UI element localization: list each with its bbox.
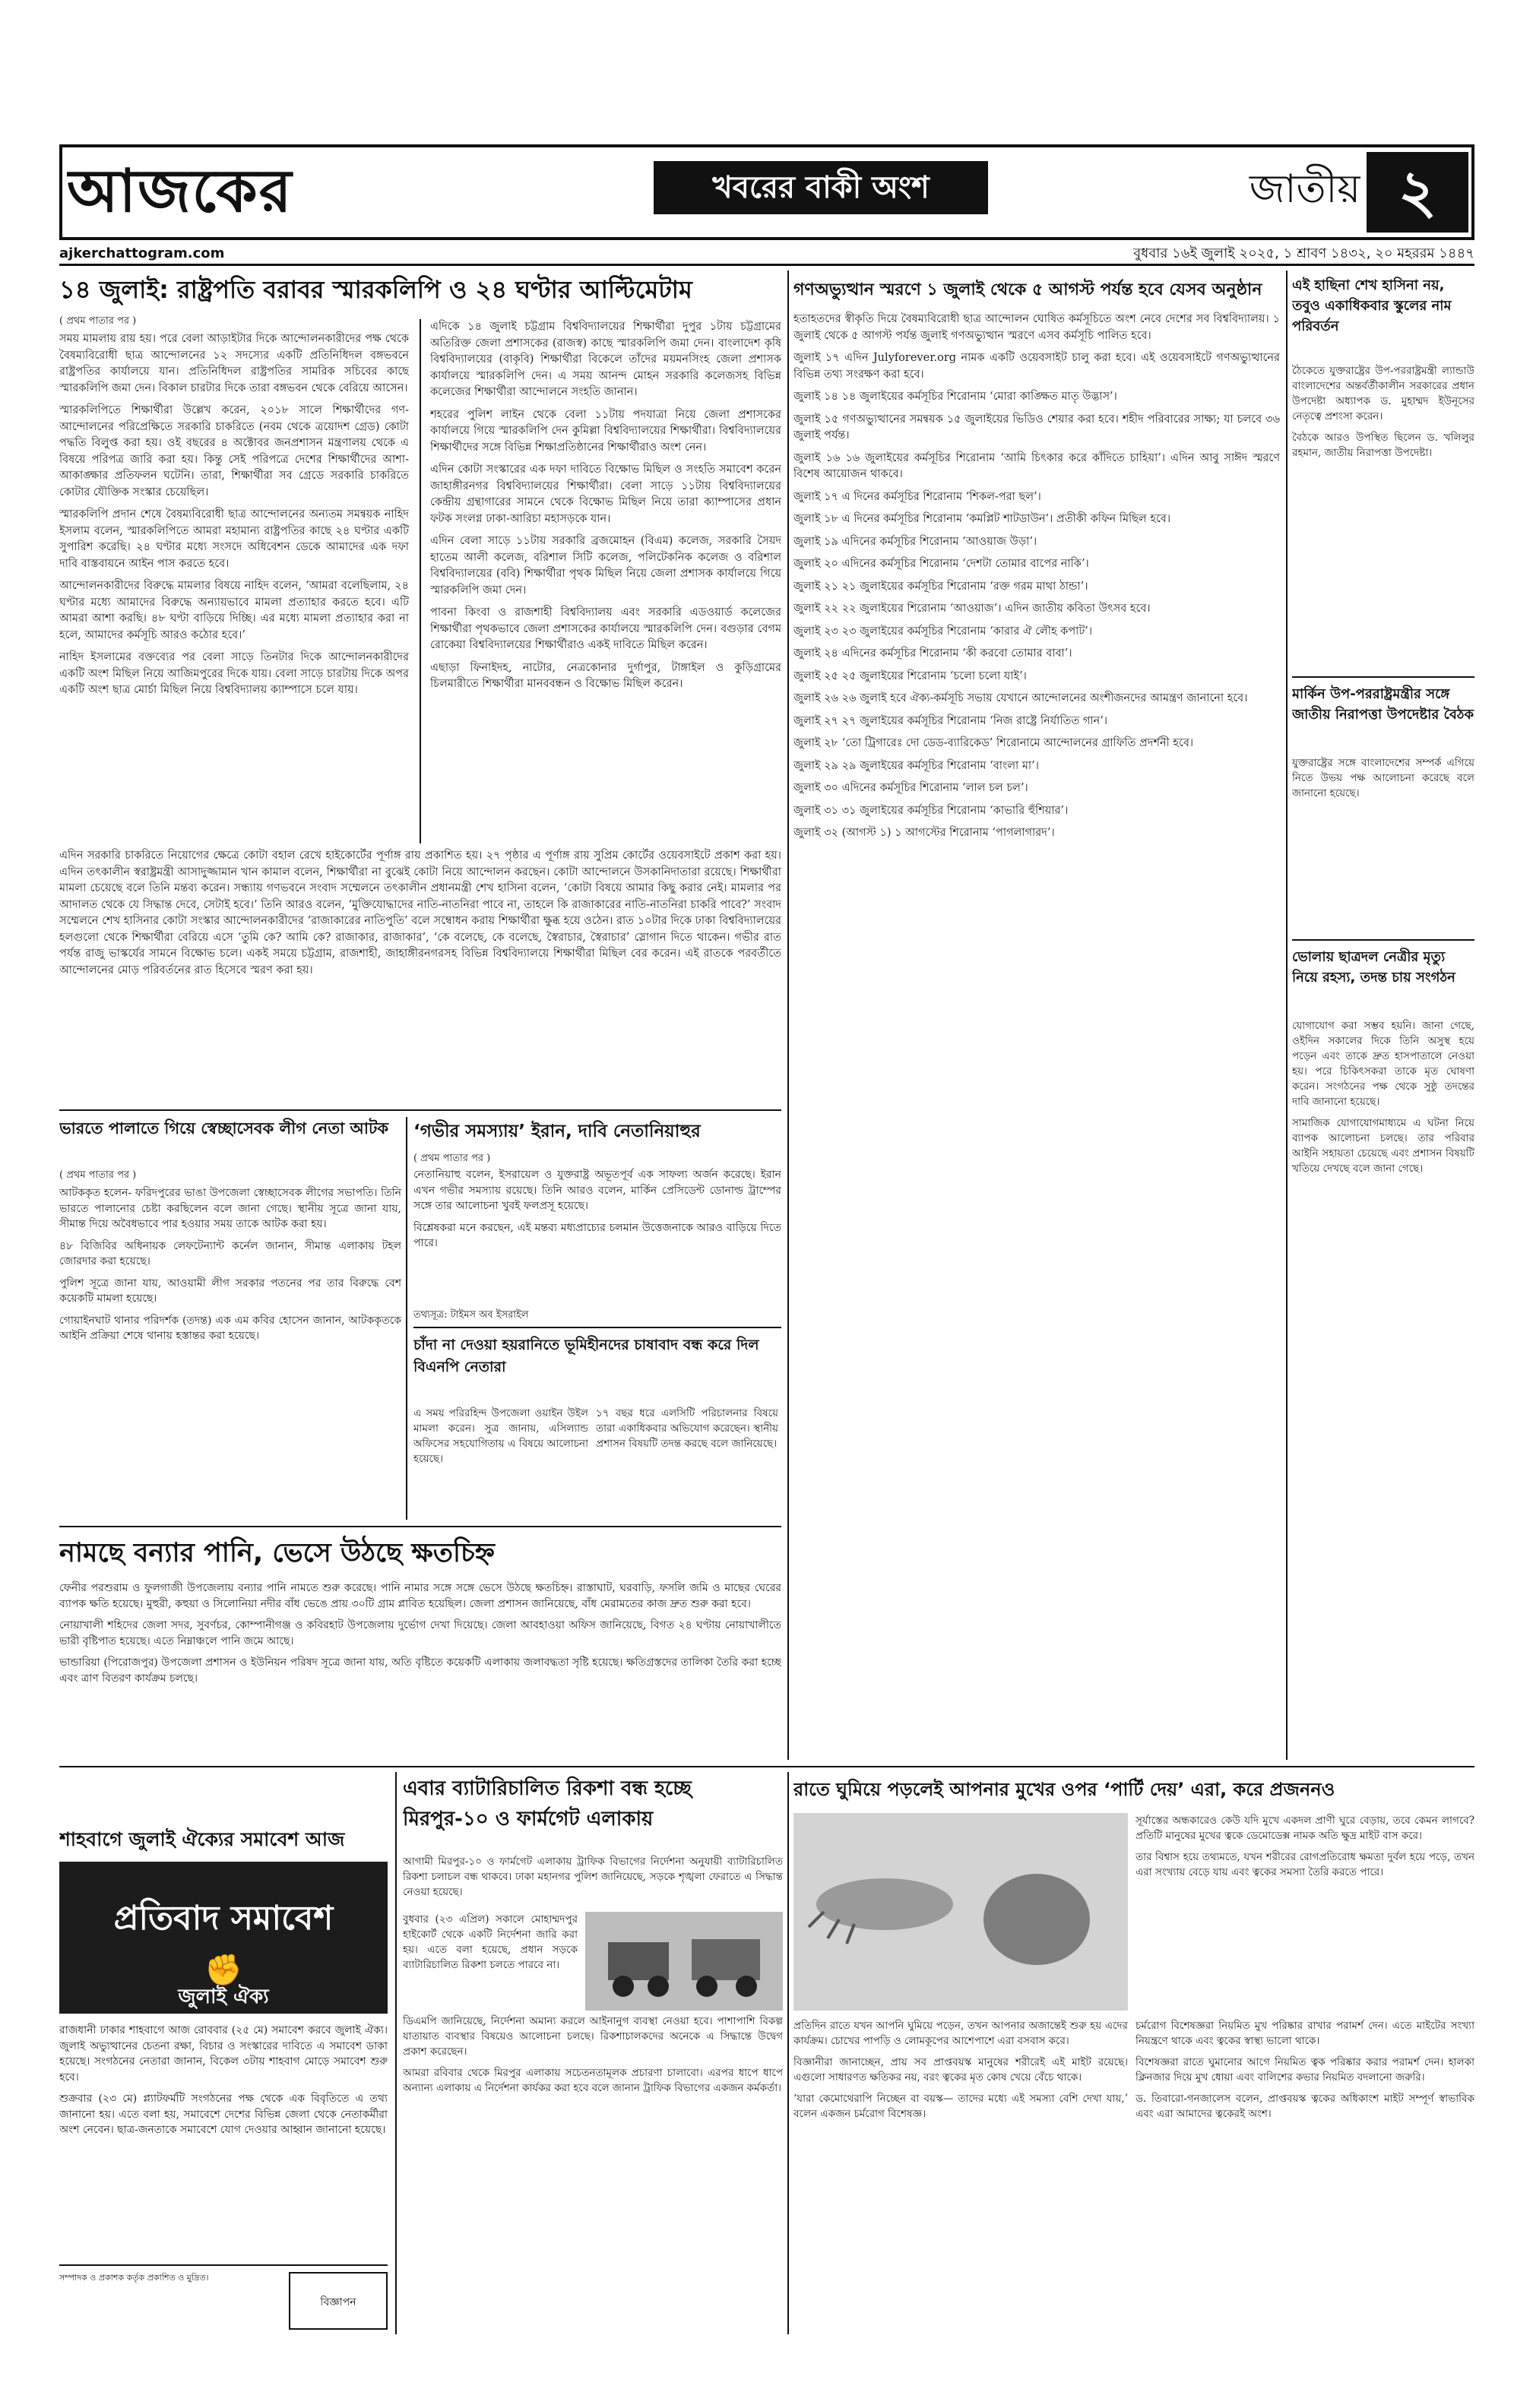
- page-number: ২: [1367, 152, 1468, 233]
- sidebar-story-3: [1292, 1018, 1474, 1755]
- raised-fist-icon: ✊: [204, 1953, 242, 1988]
- flood-paragraph: ফেনীর পরশুরাম ও ফুলগাজী উপজেলায় বন্যার পানি নামতে শুরু করেছে। পানি নামার সঙ্গে সঙ্গে ভেসে উঠছে ক্ষতচিহ্ন। রাস্তাঘাট, ঘরবাড়ি, ফসলি জমি ও মাছের ঘেরের ব্যাপক ক্ষতি হয়েছে। মুহুরী, কহুয়া ও সিলোনিয়া নদীর বাঁধ ভেঙে প্রায় ৩০টি গ্রাম প্লাবিত হয়েছিল। জেলা প্রশাসন জানিয়েছে, বাঁধ মেরামতের কাজ দ্রুত শুরু করা হবে।: [59, 1582, 781, 1610]
- rickshaw-illustration: [585, 1912, 783, 2011]
- lead-paragraph: আন্দোলনকারীদের বিরুদ্ধে মামলার বিষয়ে নাহিদ বলেন, ‘আমরা বলেছিলাম, ২৪ ঘণ্টার মধ্যে আমাদের বিরুদ্ধে অন্যায়ভাবে মামলা প্রত্যাহার করতে হবে। এটি আমরা আশা করছি। ৪৮ ঘণ্টা বাড়িয়ে দিচ্ছি। এর মধ্যে মামলা প্রত্যাহার করা না হলে, আমাদের কর্মসূচি আরও কঠোর হবে।’: [59, 580, 409, 641]
- column-rule: [395, 1772, 397, 2334]
- mites-paragraph: বিশেষজ্ঞরা রাতে ঘুমানোর আগে নিয়মিত ত্বক পরিষ্কার করার পরামর্শ দেন। হালকা ক্লিনজার দিয়ে মুখ ধোয়া এবং বালিশের কভার নিয়মিত বদলানো জরুরি।: [1135, 2056, 1474, 2084]
- column-rule: [1286, 271, 1288, 1760]
- rickshaw-lead: আগামী মিরপুর-১০ ও ফার্মগেট এলাকায় ট্রাফিক বিভাগের নির্দেশনা অনুযায়ী ব্যাটারিচালিত রিকশা চলাচল বন্ধ থাকবে। ঢাকা মহানগর পুলিশ জানিয়েছে, সড়কে শৃঙ্খলা ফেরাতে এ সিদ্ধান্ত নেওয়া হয়েছে।: [403, 1856, 783, 1898]
- lead-paragraph: সময় মামলায় রায় হয়। পরে বেলা আড়াইটার দিকে আন্দোলনকারীদের পক্ষ থেকে বৈষম্যবিরোধী ছাত্র আন্দোলনের ১২ সদস্যের একটি প্রতিনিধিদল বঙ্গভবনে রাষ্ট্রপতির কার্যালয়ে যান। প্রতিনিধিদল রাষ্ট্রপতির সামরিক সচিবের কাছে স্মারকলিপি জমা দেন। বিকাল চারটার দিকে তারা বঙ্গভবন থেকে বেরিয়ে আসেন।: [59, 333, 409, 394]
- lead-paragraph: এদিন কোটা সংস্কারের এক দফা দাবিতে বিক্ষোভ মিছিল ও সংহতি সমাবেশ করেন জাহাঙ্গীরনগর বিশ্ববিদ্যালয়ের শিক্ষার্থীরা। বেলা সাড়ে ১১টায় বিশ্ববিদ্যালয়ের কেন্দ্রীয় গ্রন্থাগারের সামনে থেকে বিক্ষোভ মিছিল নিয়ে তারা ক্যাম্পাসের প্রধান ফটক সংলগ্ন ঢাকা-আরিচা মহাসড়কে যান।: [430, 464, 781, 525]
- lead-paragraph: শহরের পুলিশ লাইন থেকে বেলা ১১টায় পদযাত্রা নিয়ে জেলা প্রশাসকের কার্যালয়ে গিয়ে স্মারকলিপি দেন কুমিল্লা বিশ্ববিদ্যালয়ের শিক্ষার্থীরা। বিশ্ববিদ্যালয়ের শিক্ষার্থীদের সঙ্গে বিভিন্ন শিক্ষাপ্রতিষ্ঠানের শিক্ষার্থীরাও অংশ নেন।: [430, 408, 781, 454]
- iran-paragraph: বিশ্লেষকরা মনে করছেন, এই মন্তব্য মধ্যপ্রাচ্যের চলমান উত্তেজনাকে আরও বাড়িয়ে দিতে পারে।: [413, 1221, 781, 1249]
- section-name: জাতীয়: [1249, 166, 1360, 212]
- mites-paragraph: চর্মরোগ বিশেষজ্ঞরা নিয়মিত মুখ পরিষ্কার রাখার পরামর্শ দেন। এতে মাইটের সংখ্যা নিয়ন্ত্রণে থাকে এবং ত্বকের স্বাস্থ্য ভালো থাকে।: [1135, 2020, 1474, 2047]
- footer-rule: [59, 2264, 388, 2266]
- section-rule: [59, 1766, 1474, 1767]
- iran-paragraph: নেতানিয়াহু বলেন, ইসরায়েল ও যুক্তরাষ্ট্র অভূতপূর্ব এক সাফল্য অর্জন করেছে। ইরান এখন গভীর সমস্যায় রয়েছে। তিনি আরও বলেন, মার্কিন প্রেসিডেন্ট ডোনাল্ড ট্রাম্পের সঙ্গে তার আলোচনা খুবই ফলপ্রসূ হয়েছে।: [413, 1169, 781, 1212]
- anniv-item: জুলাই ২৬ ২৬ জুলাই হবে ঐক্য-কর্মসূচি সভায় যেখানে আন্দোলনের অংশীজনদের আমন্ত্রণ জানানো হবে।: [793, 692, 1248, 704]
- sidebar-paragraph: সামাজিক যোগাযোগমাধ্যমে এ ঘটনা নিয়ে ব্যাপক আলোচনা চলছে। তার পরিবার আইনি সহায়তা চেয়েছে এবং প্রশাসন বিষয়টি খতিয়ে দেখছে বলে জানা গেছে।: [1292, 1117, 1474, 1175]
- section-rule: [1292, 676, 1474, 678]
- lead-col-1: [59, 331, 409, 780]
- anniv-item: জুলাই ২৪ এদিনের কর্মসূচির শিরোনাম ‘কী করবো তোমার বাবা’।: [793, 647, 1072, 660]
- mites-paragraph: বিজ্ঞানীরা জানাচ্ছেন, প্রায় সব প্রাপ্তবয়স্ক মানুষের শরীরেই এই মাইট রয়েছে। এগুলো সাধারণত ক্ষতিকর নয়, বরং ত্বকের মৃত কোষ খেয়ে বেঁচে থাকে।: [793, 2056, 1128, 2084]
- mites-paragraph: প্রতিদিন রাতে যখন আপনি ঘুমিয়ে পড়েন, তখন আপনার অজান্তেই শুরু হয় এদের কার্যক্রম। চোখের পাপড়ি ও লোমকূপের আশেপাশে এরা বসবাস করে।: [793, 2020, 1128, 2047]
- mites-col-2: [1135, 2018, 1474, 2330]
- lead-ref: ( প্রথম পাতার পর ): [59, 315, 137, 327]
- mites-col-1: [793, 2018, 1128, 2330]
- iran-ref: ( প্রথম পাতার পর ): [413, 1153, 491, 1164]
- anniv-item: জুলাই ২২ ২২ জুলাইয়ের শিরোনাম ‘আওয়াজ’। এদিন জাতীয় কবিতা উৎসব হবে।: [793, 603, 1151, 615]
- india-body: [59, 1185, 401, 1520]
- mites-intro: [1135, 1813, 1474, 2011]
- anniv-item: জুলাই ১৪ ১৪ জুলাইয়ের কর্মসূচির শিরোনাম ‘মোরা কাঙ্ক্ষিত মাতৃ উদ্ভাস’।: [793, 391, 1117, 403]
- section-rule: [59, 1526, 781, 1527]
- bnp-col-1: এ সময় পরিরহিন্দ উপজেলা ওয়াইন উইল মামলা করেন। সুত্র জানায়, এসিল্যান্ড অফিসের সহযোগিতায় এ বিষয়ে আলোচনা হয়েছে।: [413, 1407, 588, 1465]
- rally-banner-title: প্রতিবাদ সমাবেশ: [113, 1899, 334, 1938]
- lead-wide-text: এদিন সরকারি চাকরিতে নিয়োগের ক্ষেত্রে কোটা বহাল রেখে হাইকোর্টের পূর্ণাঙ্গ রায় প্রকাশিত হয়। ২৭ পৃষ্ঠার এ পূর্ণাঙ্গ রায় সুপ্রিম কোর্টের ওয়েবসাইটে প্রকাশ করা হয়। এদিন তৎকালীন স্বরাষ্ট্রমন্ত্রী আসাদুজ্জামান খান কামাল বলেন, শিক্ষার্থীরা না বুঝেই কোটা নিয়ে আন্দোলন করছেন। কোটা আন্দোলনে উসকানিদাতারা রয়েছে। শিক্ষার্থীরা মামলা চেয়েছে বলে তিনি মন্তব্য করেন। সন্ধ্যায় গণভবনে সংবাদ সম্মেলনে তৎকালীন প্রধানমন্ত্রী শেখ হাসিনা বলেন, ‘কোটা বিষয়ে আমার কিছু করার নেই। মামলার পর আদালত থেকে যে সিদ্ধান্ত দেবে, সেটাই হবে।’ তিনি আরও বলেন, ‘মুক্তিযোদ্ধাদের নাতি-নাতনিরা পাবে না, তাহলে কি রাজাকারের নাতি-নাতনিরা চাকরি পাবে?’ সংবাদ সম্মেলনে শেখ হাসিনার কোটা সংস্কার আন্দোলনকারীদের ‘রাজাকারের নাতিপুতি’ বলে সম্বোধন করায় শিক্ষার্থীরা ক্ষুব্ধ হয়ে ওঠেন। রাত ১০টার দিকে ঢাকা বিশ্ববিদ্যালয়ের হলগুলো থেকে শিক্ষার্থীরা বেরিয়ে এসে ‘তুমি কে? আমি কে? রাজাকার, রাজাকার’, ‘কে বলেছে, কে বলেছে, স্বৈরাচার, স্বৈরাচার’ স্লোগান দিতে থাকেন। গভীর রাত পর্যন্ত রাজু ভাস্কর্যের সামনে বিক্ষোভ চলে। একই সময়ে চট্টগ্রাম, রাজশাহী, জাহাঙ্গীরনগরসহ বিভিন্ন বিশ্ববিদ্যালয়ে শিক্ষার্থীরা মিছিল বের করেন। এই রাতকে পরবর্তীতে আন্দোলনের মোড় পরিবর্তনের রাত হিসেবে স্মরণ করা হয়।: [59, 850, 781, 976]
- newspaper-logo: আজকের: [67, 157, 293, 226]
- rally-banner-sub: জুলাই ঐক্য: [178, 1986, 269, 2008]
- india-paragraph: গোয়াইনঘাট থানার পরিদর্শক (তদন্ত) এক এম কবির হোসেন জানান, আটককৃতকে আইনি প্রক্রিয়া শেষে থানায় হস্তান্তর করা হয়েছে।: [59, 1314, 401, 1342]
- date-line: [59, 243, 1474, 266]
- lead-paragraph: এদিন বেলা সাড়ে ১১টায় সরকারি ব্রজমোহন (বিএম) কলেজ, সরকারি সৈয়দ হাতেম আলী কলেজ, বরিশাল সিটি কলেজ, পলিটেকনিক কলেজ ও বরিশাল বিশ্ববিদ্যালয়ের (ববি) শিক্ষার্থীরা পৃথক মিছিল নিয়ে জেলা প্রশাসক কার্যালয়ে গিয়ে স্মারকলিপি জমা দেন।: [430, 535, 781, 596]
- shahbag-headline: শাহবাগে জুলাই ঐক্যের সমাবেশ আজ: [59, 1828, 345, 1850]
- rickshaw-headline: এবার ব্যাটারিচালিত রিকশা বন্ধ হচ্ছে মিরপুর-১০ ও ফার্মগেট এলাকায়: [403, 1777, 692, 1831]
- rickshaw-text: বুধবার (২৩ এপ্রিল) সকালে মোহাম্মদপুর হাইকোর্ট থেকে একটি নির্দেশনা জারি করা হয়। এতে বলা হয়েছে, প্রধান সড়কে ব্যাটারিচালিত রিকশা চলতে পারবে না।: [403, 1913, 578, 1971]
- rickshaw-photo: [585, 1912, 783, 2011]
- india-paragraph: পুলিশ সূত্রে জানা যায়, আওয়ামী লীগ সরকার পতনের পর তার বিরুদ্ধে বেশ কয়েকটি মামলা হয়েছে।: [59, 1277, 401, 1305]
- rickshaw-paragraph: আমরা রবিবার থেকে মিরপুর এলাকায় সচেতনতামূলক প্রচারণা চালাবো। এরপর ধাপে ধাপে অন্যান্য এলাকায় এ নির্দেশনা কার্যকর করা হবে বলে জানান ট্রাফিক বিভাগের একজন কর্মকর্তা।: [403, 2067, 783, 2094]
- lead-paragraph: নাহিদ ইসলামের বক্তব্যের পর বেলা সাড়ে তিনটার দিকে আন্দোলনকারীদের একটি অংশ মিছিল নিয়ে আজিমপুরের দিকে যায়। বেলা সাড়ে চারটায় দিকে অপর একটি অংশ ছাত্র মোর্চা মিছিল নিয়ে বিশ্ববিদ্যালয় ক্যাম্পাসে চলে যায়।: [59, 651, 409, 696]
- flood-paragraph: নোয়াখালী শহিদের জেলা সদর, সুবর্ণচর, কোম্পানীগঞ্জ ও কবিরহাট উপজেলায় দুর্ভোগ দেখা দিয়েছে। জেলা আবহাওয়া অফিস জানিয়েছে, বিগত ২৪ ঘণ্টায় নোয়াখালীতে ভারী বৃষ্টিপাত হয়েছে। এতে নিম্নাঞ্চলে পানি জমে আছে।: [59, 1619, 781, 1647]
- bnp-headline: চাঁদা না দেওয়া হয়রানিতে ভূমিহীনদের চাষাবাদ বন্ধ করে দিল বিএনপি নেতারা: [413, 1337, 759, 1375]
- lead-headline: ১৪ জুলাই: রাষ্ট্রপতি বরাবর স্মারকলিপি ও ২৪ ঘণ্টার আল্টিমেটাম: [59, 275, 692, 304]
- column-rule: [787, 1772, 789, 2334]
- anniv-item: জুলাই ২০ এদিনের কর্মসূচির শিরোনাম ‘দেশটা তোমার বাপের নাকি’।: [793, 558, 1089, 570]
- column-rule: [420, 319, 421, 843]
- footer-ad[interactable]: বিজ্ঞাপন: [289, 2272, 388, 2330]
- section-kicker: খবরের বাকী অংশ: [654, 161, 988, 214]
- mites-paragraph: ড. তিবারো-গনজালেস বলেন, প্রাপ্তবয়স্ক ত্বকের অধিকাংশ মাইট সম্পূর্ণ স্বাভাবিক এবং এরা আমাদের ত্বকেরই অংশ।: [1135, 2093, 1474, 2120]
- mites-paragraph: তার বিশ্বাস হয়ে তথ্যমতে, যখন শরীরের রোগপ্রতিরোধ ক্ষমতা দুর্বল হয়ে পড়ে, তখন এরা সংখ্যায় বেড়ে যায় এবং ত্বকের সমস্যা তৈরি করতে পারে।: [1135, 1851, 1474, 1878]
- iran-headline: ‘গভীর সমস্যায়’ ইরান, দাবি নেতানিয়াহুর: [413, 1122, 701, 1141]
- anniv-intro: হতাহতদের স্বীকৃতি দিয়ে বৈষম্যবিরোধী ছাত্র আন্দোলন ঘোষিত কর্মসূচিতে অংশ নেবে দেশের সব বিশ্ববিদ্যালয়। ১ জুলাই থেকে ৫ আগস্ট পর্যন্ত জুলাই গণঅভ্যুত্থান স্মরণে এসব কর্মসূচি পালিত হবে।: [793, 313, 1280, 342]
- sidebar-paragraph: যোগাযোগ করা সম্ভব হয়নি। জানা গেছে, ওইদিন সকালের দিকে তিনি অসুস্থ হয়ে পড়েন এবং তাকে দ্রুত হাসপাতালে নেওয়া হয়। পরে চিকিৎসকরা তাকে মৃত ঘোষণা করেন। সংগঠনের পক্ষ থেকে সুষ্ঠু তদন্তের দাবি জানানো হয়েছে।: [1292, 1020, 1474, 1108]
- anniv-item: জুলাই ১৯ এদিনের কর্মসূচির শিরোনাম ‘আওয়াজ উড়া’।: [793, 535, 1037, 548]
- shahbag-paragraph: শুক্রবার (২৩ মে) প্ল্যাটফর্মটি সংগঠনের পক্ষ থেকে এক বিবৃতিতে এ তথ্য জানানো হয়। এতে বলা হয়, সমাবেশে দেশের বিভিন্ন জেলা থেকে নেতাকর্মীরা অংশ নেবেন। ছাত্র-জনতাকে সমাবেশে যোগ দেওয়ার আহ্বান জানানো হয়েছে।: [59, 2093, 388, 2136]
- imprint: সম্পাদক ও প্রকাশক কর্তৃক প্রকাশিত ও মুদ্রিত।: [59, 2273, 209, 2283]
- iran-body: [413, 1167, 781, 1304]
- shahbag-paragraph: রাজধানী ঢাকার শাহবাগে আজ রোববার (২৫ মে) সমাবেশ করবে জুলাই ঐক্য। জুলাই অভ্যুত্থানের চেতনা রক্ষা, বিচার ও সংস্কারের দাবিতে এ সমাবেশ ডাকা হয়েছে। সংগঠনের নেতারা জানান, বিকেল ৩টায় শাহবাগ মোড়ে সমাবেশ শুরু হবে।: [59, 2024, 388, 2084]
- anniv-item: জুলাই ২৮ ‘তো ট্রিগারেঃ দো ডেড-ব্যারিকেড’ শিরোনামে আন্দোলনের গ্রাফিতি প্রদর্শনী হবে।: [793, 737, 1194, 749]
- anniv-item: জুলাই ২১ ২১ জুলাইয়ের কর্মসূচির শিরোনাম ‘রক্ত গরম মাথা ঠান্ডা’।: [793, 580, 1088, 593]
- lead-paragraph: স্মারকলিপি প্রদান শেষে বৈষম্যবিরোধী ছাত্র আন্দোলনের অন্যতম সমন্বয়ক নাহিদ ইসলাম বলেন, স্মারকলিপিতে আমরা মহামান্য রাষ্ট্রপতির কাছে ২৪ ঘণ্টার একটি সুপারিশ করেছি। ২৪ ঘণ্টার মধ্যে সংসদে অধিবেশন ডেকে আমাদের এক দফা দাবি বাস্তবায়নে আইন পাস করতে হবে।: [59, 508, 409, 570]
- rally-banner: [59, 1862, 388, 2014]
- anniv-item: জুলাই ৩১ ৩১ জুলাইয়ের কর্মসূচির শিরোনাম ‘কাভারি হুঁশিয়ার’।: [793, 804, 1069, 817]
- flood-paragraph: ভান্ডারিয়া (পিরোজপুর) উপজেলা প্রশাসন ও ইউনিয়ন পরিষদ সূত্রে জানা যায়, অতি বৃষ্টিতে কয়েকটি এলাকায় জলাবদ্ধতা সৃষ্টি হয়েছে। ক্ষতিগ্রস্তদের তালিকা তৈরি করা হচ্ছে এবং ত্রাণ বিতরণ কার্যক্রম চলছে।: [59, 1656, 781, 1685]
- sidebar-headline-1: এই হাছিনা শেখ হাসিনা নয়, তবুও একাধিকবার স্কুলের নাম পরিবর্তন: [1292, 277, 1452, 334]
- shahbag-body: [59, 2023, 388, 2251]
- flood-body: [59, 1581, 781, 1763]
- anniv-item: জুলাই ১৫ গণঅভ্যুত্থানের সমন্বয়ক ১৫ জুলাইয়ের ভিডিও শেয়ার করা হবে। শহীদ পরিবারের সাক্ষ্য; যা চলবে ৩৬ জুলাই পর্যন্ত।: [793, 413, 1280, 441]
- anniv-headline: গণঅভ্যুত্থান স্মরণে ১ জুলাই থেকে ৫ আগস্ট পর্যন্ত হবে যেসব অনুষ্ঠান: [793, 280, 1262, 299]
- lead-paragraph: স্মারকলিপিতে শিক্ষার্থীরা উল্লেখ করেন, ২০১৮ সালে শিক্ষার্থীদের গণ-আন্দোলনের পরিপ্রেক্ষিতে সরকারি চাকরিতে (নবম থেকে ত্রয়োদশ গ্রেড) কোটা পদ্ধতি বিলুপ্ত করা হয়। ওই বছরের ৪ অক্টোবর জনপ্রশাসন মন্ত্রণালয় থেকে এ বিষয়ে পরিপত্র জারি করা হয়। কিন্তু সেই পরিপত্রে দেশের শিক্ষার্থীদের আশা-আকাঙ্ক্ষার প্রতিফলন ঘটেনি। তারা, শিক্ষার্থীরা সব গ্রেডে সরকারি চাকরিতে কোটার যৌক্তিক সংস্কার চেয়েছিল।: [59, 404, 409, 498]
- anniv-item: জুলাই ১৮ এ দিনের কর্মসূচির শিরোনাম ‘কমপ্লিট শাটডাউন’। প্রতীকী কফিন মিছিল হবে।: [793, 513, 1171, 525]
- mites-headline: রাতে ঘুমিয়ে পড়লেই আপনার মুখের ওপর ‘পার্টি দেয়’ এরা, করে প্রজননও: [793, 1779, 1335, 1800]
- column-rule: [787, 271, 789, 1760]
- anniv-item: জুলাই ২৭ ২৭ জুলাইয়ের কর্মসূচির শিরোনাম ‘নিজ রাষ্ট্রে নির্যাতিত গান’।: [793, 714, 1108, 727]
- bnp-col-2: ১৭ বছর ধরে এলসিটি পরিচালনার বিষয়ে তারা একাধিকবার অভিযোগ করেছেন। স্থানীয় প্রশাসন বিষয়টি তদন্ত করছে বলে জানিয়েছে।: [596, 1407, 778, 1450]
- india-ref: ( প্রথম পাতার পর ): [59, 1169, 137, 1181]
- anniv-item: জুলাই ২৫ ২৫ জুলাইয়ের শিরোনাম ‘চলো চলো যাই’।: [793, 669, 1027, 682]
- lead-paragraph: পাবনা কিংবা ও রাজশাহী বিশ্ববিদ্যালয় এবং সরকারি এডওয়ার্ড কলেজের শিক্ষার্থীরা পৃথকভাবে জেলা প্রশাসকের কার্যালয়ে স্মারকলিপি দেন। বগুড়ার বেগম রোকেয়া বিশ্ববিদ্যালয়ের শিক্ষার্থীরাও একই দাবিতে মিছিল করেন।: [430, 606, 781, 651]
- rickshaw-body: [403, 2014, 783, 2333]
- anniv-item: জুলাই ১৬ ১৬ জুলাইয়ের কর্মসূচির শিরোনাম ‘আমি চিৎকার করে কাঁদিতে চাহিয়া’। এদিন আবু সাঈদ স্মরণে বিশেষ আয়োজন থাকবে।: [793, 451, 1280, 480]
- iran-source: তথ্যসূত্র: টাইমস অব ইসরাইল: [413, 1309, 529, 1321]
- sidebar-paragraph: বৈঠকে আরও উপস্থিত ছিলেন ড. খলিলুর রহমান, জাতীয় নিরাপত্তা উপদেষ্টা।: [1292, 432, 1474, 459]
- sidebar-story-1: [1292, 363, 1474, 675]
- rickshaw-paragraph: ডিএমপি জানিয়েছে, নির্দেশনা অমান্য করলে আইনানুগ ব্যবস্থা নেওয়া হবে। পাশাপাশি বিকল্প যাতায়াত ব্যবস্থার বিষয়েও আলোচনা চলছে। রিকশাচালকদের অনেকে এ সিদ্ধান্তে উদ্বেগ প্রকাশ করেছেন।: [403, 2015, 783, 2058]
- website-link[interactable]: ajkerchattogram.com: [59, 245, 225, 261]
- section-rule: [1292, 939, 1474, 941]
- column-rule: [406, 1117, 407, 1520]
- anniv-item: জুলাই ৩০ এদিনের কর্মসূচির শিরোনাম ‘লাল চল চল’।: [793, 782, 1028, 794]
- sidebar-headline-2: মার্কিন উপ-পররাষ্ট্রমন্ত্রীর সঙ্গে জাতীয় নিরাপত্তা উপদেষ্টার বৈঠক: [1292, 686, 1474, 723]
- lead-paragraph: এদিকে ১৪ জুলাই চট্টগ্রাম বিশ্ববিদ্যালয়ের শিক্ষার্থীরা দুপুর ১টায় চট্টগ্রামের অতিরিক্ত জেলা প্রশাসকের (রাজস্ব) কাছে স্মারকলিপি জমা দেন। বাংলাদেশ কৃষি বিশ্ববিদ্যালয়ের (বাকৃবি) শিক্ষার্থীরা বিকেলে তাঁদের ময়মনসিংহ জেলা প্রশাসক কার্যালয়ে স্মারকলিপি দেন। এ সময় আনন্দ মোহন সরকারি কলেজসহ বিভিন্ন কলেজের শিক্ষার্থীরা আন্দোলনে সংহতি জানান।: [430, 321, 781, 398]
- lead-paragraph: এছাড়া ফিনাইদহ, নাটোর, নেত্রকোনার দুর্গাপুর, টাঙ্গাইল ও কুড়িগ্রামের চিলমারীতে শিক্ষার্থীরা মানববন্ধন ও বিক্ষোভ মিছিল করেন।: [430, 661, 781, 690]
- lead-col-2: [430, 319, 781, 843]
- india-paragraph: আটককৃত হলেন- ফরিদপুরের ভাঙা উপজেলা স্বেচ্ছাসেবক লীগের সভাপতি। তিনি ভারতে পালানোর চেষ্টা করছিলেন বলে জানা গেছে। স্থানীয় সূত্রে জানা যায়, সীমান্ত দিয়ে অবৈধভাবে পার হওয়ার সময় তাকে আটক করা হয়।: [59, 1187, 401, 1230]
- mite-illustration: [793, 1813, 1128, 2011]
- sidebar-paragraph: ঠৈকেতে যুক্তরাষ্ট্রের উপ-পররাষ্ট্রমন্ত্রী ল্যান্ডাউ বাংলাদেশের অন্তর্বর্তীকালীন সরকারের প্রধান উপদেষ্টা অধ্যাপক ড. মুহাম্মদ ইউনূসের নেতৃত্বে প্রশংসা করেন।: [1292, 365, 1474, 422]
- anniv-body: [793, 312, 1280, 1770]
- issue-date: বুধবার ১৬ই জুলাই ২০২৫, ১ শ্রাবণ ১৪৩২, ২০ মহররম ১৪৪৭: [1133, 245, 1474, 261]
- section-rule: [59, 1109, 781, 1111]
- flood-headline: নামছে বন্যার পানি, ভেসে উঠছে ক্ষতচিহ্ন: [59, 1538, 495, 1568]
- sidebar-story-2: যুক্তরাষ্ট্রের সঙ্গে বাংলাদেশের সম্পর্ক এগিয়ে নিতে উভয় পক্ষ আলোচনা করেছে বলে জানানো হয়েছে।: [1292, 757, 1474, 799]
- anniv-item: জুলাই ২৯ ২৯ জুলাইয়ের কর্মসূচির শিরোনাম ‘বাংলা মা’।: [793, 759, 1039, 772]
- anniv-item: জুলাই ১৭ এদিন Julyforever.org নামক একটি ওয়েবসাইট চালু করা হবে। এই ওয়েবসাইটে গণঅভ্যুত্থানের বিভিন্ন তথ্য সংরক্ষণ করা হবে।: [793, 352, 1280, 381]
- mites-paragraph: ‘যারা কেমোথেরাপি নিচ্ছেন বা বয়স্ক— তাদের মধ্যে এই সমস্যা বেশি দেখা যায়,’ বলেন একজন চর্মরোগ বিশেষজ্ঞ।: [793, 2093, 1128, 2120]
- sidebar-headline-3: ভোলায় ছাত্রদল নেত্রীর মৃত্যু নিয়ে রহস্য, তদন্ত চায় সংগঠন: [1292, 949, 1455, 986]
- section-rule: [413, 1327, 781, 1328]
- anniv-item: জুলাই ৩২ (আগস্ট ১) ১ আগস্টের শিরোনাম ‘পাগলাগারদ’।: [793, 827, 1055, 839]
- anniv-item: জুলাই ১৭ এ দিনের কর্মসূচির শিরোনাম ‘শিকল-পরা ছল’।: [793, 490, 1041, 503]
- india-headline: ভারতে পালাতে গিয়ে স্বেচ্ছাসেবক লীগ নেতা আটক: [59, 1119, 389, 1138]
- anniv-item: জুলাই ২৩ ২৩ জুলাইয়ের কর্মসূচির শিরোনাম ‘কারার ঐ লৌহ কপাট’।: [793, 625, 1093, 638]
- mites-photo: [793, 1813, 1128, 2011]
- india-paragraph: ৪৮ বিজিবির অধিনায়ক লেফটেন্যান্ট কর্নেল জানান, সীমান্ত এলাকায় টহল জোরদার করা হয়েছে।: [59, 1239, 401, 1267]
- mites-paragraph: সূর্যাস্তের অন্ধকারেও কেউ যদি মুখে একদল প্রাণী ঘুরে বেড়ায়, তবে কেমন লাগবে? প্রতিটি মানুষের মুখের ত্বকে ডেমোডেক্স নামক অতি ক্ষুদ্র মাইট বাস করে।: [1135, 1815, 1474, 1842]
